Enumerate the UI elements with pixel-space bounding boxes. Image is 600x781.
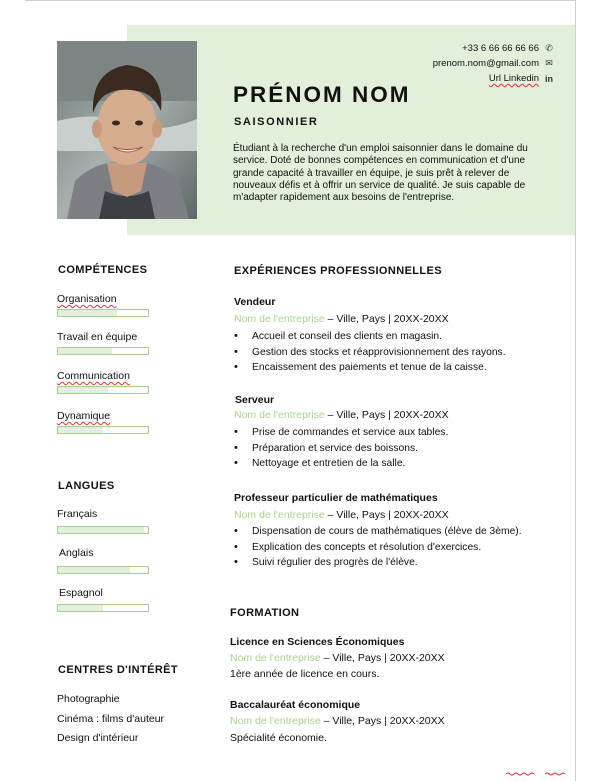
task-item: • Prise de commandes et service aux tables. bbox=[234, 427, 448, 443]
contact-phone-row bbox=[299, 41, 559, 56]
linkedin-link[interactable]: Url Linkedin bbox=[488, 73, 539, 84]
company-name: Nom de l'entreprise bbox=[234, 509, 325, 521]
interest-item: Photographie bbox=[57, 693, 120, 705]
company-name: Nom de l'entreprise bbox=[234, 313, 325, 325]
full-name: PRÉNOM NOM bbox=[233, 82, 411, 107]
task-item: • Encaissement des paiements et tenue de la caisse. bbox=[234, 362, 506, 378]
task-item: • Préparation et service des boissons. bbox=[234, 443, 448, 459]
job-entry-title: Vendeur bbox=[234, 296, 276, 308]
task-item: • Nettoyage et entretien de la salle. bbox=[234, 458, 448, 474]
interests-title: CENTRES D'INTÉRÊT bbox=[58, 664, 179, 676]
skill-bar bbox=[57, 347, 149, 355]
job-location-dates: – Ville, Pays | 20XX-20XX bbox=[324, 409, 449, 421]
skill-label: Organisation bbox=[57, 293, 117, 305]
language-label: Français bbox=[57, 508, 98, 520]
education-entry-title: Baccalauréat économique bbox=[230, 699, 361, 711]
job-entry-meta bbox=[234, 509, 449, 521]
email-text[interactable]: prenom.nom@gmail.com bbox=[432, 58, 539, 69]
task-item: • Explication des concepts et résolution d'exercices. bbox=[234, 542, 522, 558]
skill-label: Travail en équipe bbox=[57, 331, 138, 343]
task-list bbox=[234, 331, 506, 378]
skill-label: Dynamique bbox=[57, 410, 111, 422]
languages-title: LANGUES bbox=[58, 480, 115, 492]
company-name: Nom de l'entreprise bbox=[234, 409, 325, 421]
skills-title: COMPÉTENCES bbox=[58, 264, 148, 276]
phone-icon: ✆ bbox=[545, 43, 553, 53]
profile-summary: Étudiant à la recherche d'un emploi saisonnier dans le domaine du service. Doté de bonnes compétences en communication et d'une grande capacité à travailler en équipe, je suis prêt à relever de nouveaux défis et à offrir un service de qualité. Je suis capable de m'adapter rapidement aux besoins de l'entreprise. bbox=[233, 143, 528, 204]
job-location-dates: – Ville, Pays | 20XX-20XX bbox=[324, 313, 449, 325]
job-title: SAISONNIER bbox=[234, 116, 319, 128]
education-entry-title: Licence en Sciences Économiques bbox=[230, 636, 405, 648]
profile-photo bbox=[57, 41, 197, 219]
phone-text: +33 6 66 66 66 66 bbox=[462, 43, 539, 54]
task-item: • Gestion des stocks et réapprovisionnement des rayons. bbox=[234, 347, 506, 363]
education-location-dates: – Ville, Pays | 20XX-20XX bbox=[320, 652, 445, 664]
skill-bar-fill bbox=[58, 348, 112, 354]
interest-item: Design d'intérieur bbox=[57, 732, 139, 744]
job-entry-meta bbox=[234, 409, 449, 421]
company-name: Nom de l'entreprise bbox=[230, 715, 321, 727]
contact-block bbox=[299, 41, 559, 86]
skill-bar bbox=[57, 309, 149, 317]
skill-bar-fill bbox=[58, 310, 117, 316]
education-title: FORMATION bbox=[230, 607, 300, 619]
job-location-dates: – Ville, Pays | 20XX-20XX bbox=[324, 509, 449, 521]
contact-email-row bbox=[299, 56, 559, 71]
experience-title: EXPÉRIENCES PROFESSIONNELLES bbox=[234, 265, 443, 277]
skill-bar-fill bbox=[58, 427, 103, 433]
task-item: • Accueil et conseil des clients en magasin. bbox=[234, 331, 506, 347]
skill-label: Communication bbox=[57, 370, 130, 382]
language-bar bbox=[57, 604, 149, 612]
mail-icon: ✉ bbox=[545, 58, 553, 68]
education-location-dates: – Ville, Pays | 20XX-20XX bbox=[320, 715, 445, 727]
task-item: • Dispensation de cours de mathématiques (élève de 3ème). bbox=[234, 526, 522, 542]
language-bar-fill bbox=[58, 527, 144, 533]
language-bar-fill bbox=[58, 567, 130, 573]
language-label: Espagnol bbox=[59, 587, 103, 599]
language-bar-fill bbox=[58, 605, 103, 611]
education-detail: 1ère année de licence en cours. bbox=[230, 668, 380, 680]
job-entry-title: Serveur bbox=[235, 394, 275, 406]
job-entry-meta bbox=[234, 313, 449, 325]
spellcheck-squiggle bbox=[545, 772, 567, 776]
education-entry-meta bbox=[230, 652, 445, 664]
skill-bar-fill bbox=[58, 387, 108, 393]
education-detail: Spécialité économie. bbox=[230, 732, 327, 744]
company-name: Nom de l'entreprise bbox=[230, 652, 321, 664]
linkedin-icon: in bbox=[545, 73, 553, 84]
task-list bbox=[234, 427, 448, 474]
education-entry-meta bbox=[230, 715, 445, 727]
skill-bar bbox=[57, 426, 149, 434]
skill-bar bbox=[57, 386, 149, 394]
page-edge-top bbox=[25, 0, 576, 1]
language-bar bbox=[57, 526, 149, 534]
interest-item: Cinéma : films d'auteur bbox=[57, 713, 165, 725]
task-item: • Suivi régulier des progrès de l'élève. bbox=[234, 557, 522, 573]
spellcheck-squiggle bbox=[506, 772, 536, 776]
language-bar bbox=[57, 566, 149, 574]
task-list bbox=[234, 526, 522, 573]
language-label: Anglais bbox=[59, 547, 94, 559]
page-edge-right bbox=[575, 0, 576, 781]
job-entry-title: Professeur particulier de mathématiques bbox=[234, 492, 438, 504]
